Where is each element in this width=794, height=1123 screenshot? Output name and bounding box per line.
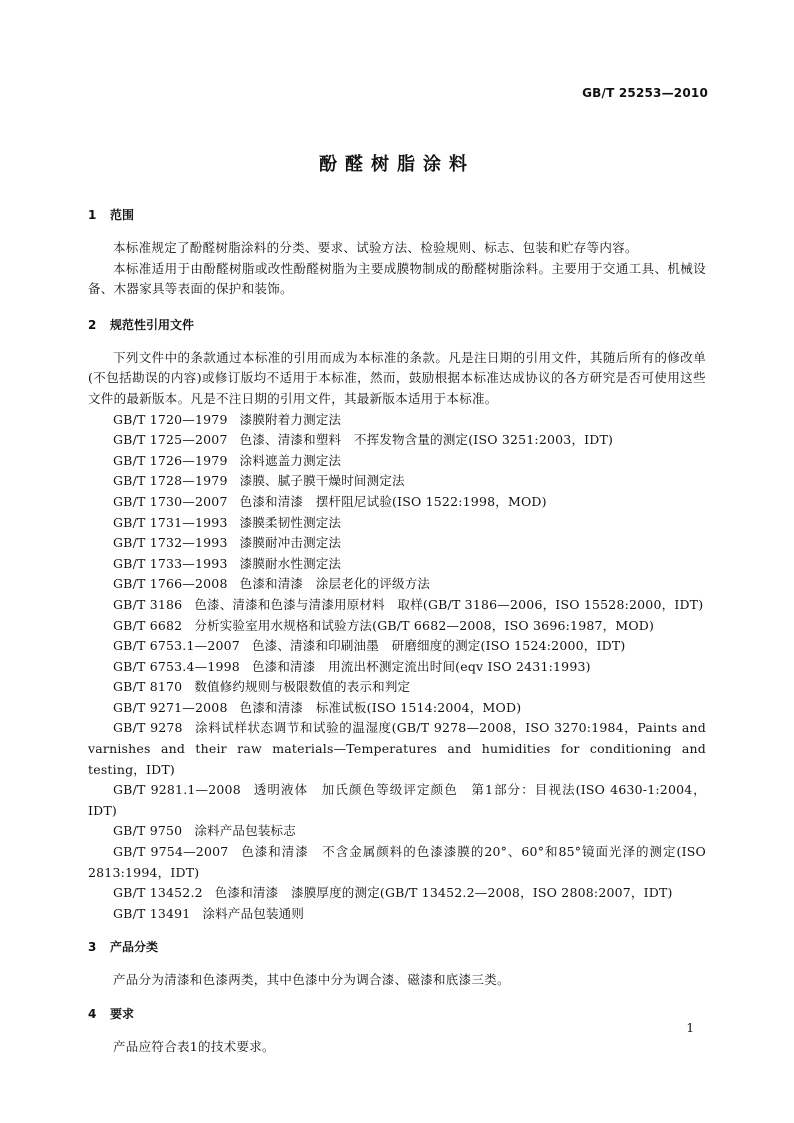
reference-item	[88, 471, 706, 492]
section-heading	[88, 938, 706, 956]
reference-item	[88, 718, 706, 780]
reference-code: GB/T 9271—2008	[113, 699, 228, 715]
document-title: 酚醛树脂涂料	[319, 154, 475, 175]
reference-item	[88, 595, 706, 616]
paragraph: 下列文件中的条款通过本标准的引用而成为本标准的条款。凡是注日期的引用文件，其随后所有的修改单(不包括勘误的内容)或修订版均不适用于本标准，然而，鼓励根据本标准达成协议的各方研究是否可使用这些文件的最新版本。凡是不注日期的引用文件，其最新版本适用于本标准。	[88, 349, 706, 406]
section-title: 范围	[110, 208, 135, 222]
reference-code: GB/T 1720—1979	[113, 411, 228, 427]
reference-title: 色漆和清漆 摆杆阻尼试验(ISO 1522:1998，MOD)	[239, 493, 547, 509]
reference-list	[88, 410, 706, 925]
reference-code: GB/T 1726—1979	[113, 452, 228, 468]
section-title: 产品分类	[110, 940, 159, 955]
reference-item	[88, 842, 706, 883]
reference-title: 漆膜、腻子膜干燥时间测定法	[239, 473, 405, 489]
reference-code: GB/T 9281.1—2008	[113, 782, 241, 798]
reference-title: 涂料产品包装通则	[202, 905, 305, 921]
reference-code: GB/T 6682	[113, 617, 183, 633]
reference-item	[88, 698, 706, 719]
reference-title: 漆膜柔韧性测定法	[239, 514, 342, 530]
reference-code: GB/T 6753.1—2007	[113, 638, 240, 654]
section-title: 规范性引用文件	[110, 317, 195, 332]
reference-item	[88, 616, 706, 637]
page-number: 1	[686, 1021, 694, 1035]
reference-item	[88, 904, 706, 925]
section-number: 2	[88, 317, 97, 332]
reference-title: 色漆和清漆 用流出杯测定流出时间(eqv ISO 2431:1993)	[251, 658, 591, 674]
reference-item	[88, 780, 706, 821]
paragraph: 本标准适用于由酚醛树脂或改性酚醛树脂为主要成膜物制成的酚醛树脂涂料。主要用于交通工具、机械设备、木器家具等表面的保护和装饰。	[88, 260, 706, 297]
section-normative-references	[88, 316, 706, 925]
reference-title: 透明液体 加氏颜色等级评定颜色 第1部分：目视法(ISO 4630-1:2004，IDT)	[88, 782, 707, 818]
reference-item	[88, 533, 706, 554]
reference-title: 色漆、清漆和印刷油墨 研磨细度的测定(ISO 1524:2000，IDT)	[251, 638, 626, 654]
reference-title: 数值修约规则与极限数值的表示和判定	[194, 679, 411, 695]
section-number: 1	[88, 208, 97, 222]
reference-item	[88, 451, 706, 472]
reference-code: GB/T 3186	[113, 596, 183, 612]
document-body	[88, 206, 706, 1068]
reference-item	[88, 492, 706, 513]
reference-title: 漆膜耐冲击测定法	[239, 535, 342, 551]
reference-title: 色漆和清漆 不含金属颜料的色漆漆膜的20°、60°和85°镜面光泽的测定(ISO 2813:1994，IDT)	[88, 844, 706, 880]
reference-title: 涂料产品包装标志	[194, 823, 296, 839]
reference-code: GB/T 1732—1993	[113, 535, 228, 551]
reference-title: 色漆、清漆和塑料 不挥发物含量的测定(ISO 3251:2003，IDT)	[239, 432, 614, 448]
reference-code: GB/T 8170	[113, 679, 183, 695]
reference-code: GB/T 1728—1979	[113, 473, 228, 489]
reference-item	[88, 883, 706, 904]
reference-code: GB/T 9278	[113, 720, 183, 736]
reference-title: 漆膜耐水性测定法	[239, 555, 342, 571]
reference-title: 色漆和清漆 涂层老化的评级方法	[239, 576, 431, 592]
reference-title: 涂料试样状态调节和试验的温湿度(GB/T 9278—2008，ISO 3270:1984，Paints and varnishes and their raw materials—Temperatures and humidities for conditioning and testing，IDT)	[88, 720, 706, 777]
reference-code: GB/T 1766—2008	[113, 576, 228, 592]
reference-title: 色漆、清漆和色漆与清漆用原材料 取样(GB/T 3186—2006，ISO 15528:2000，IDT)	[194, 596, 704, 612]
paragraph: 产品分为清漆和色漆两类，其中色漆中分为调合漆、磁漆和底漆三类。	[113, 972, 510, 988]
reference-item	[88, 554, 706, 575]
section-number: 4	[88, 1007, 97, 1021]
section-product-classification	[88, 938, 706, 991]
section-title: 要求	[110, 1007, 135, 1021]
paragraph: 本标准规定了酚醛树脂涂料的分类、要求、试验方法、检验规则、标志、包装和贮存等内容。	[113, 240, 638, 255]
reference-title: 色漆和清漆 漆膜厚度的测定(GB/T 13452.2—2008，ISO 2808:2007，IDT)	[214, 885, 673, 901]
reference-item	[88, 430, 706, 451]
reference-item	[88, 636, 706, 657]
reference-title: 漆膜附着力测定法	[239, 411, 342, 427]
section-scope	[88, 206, 706, 300]
reference-item	[88, 513, 706, 534]
reference-item	[88, 677, 706, 698]
reference-code: GB/T 1730—2007	[113, 493, 228, 509]
reference-code: GB/T 13491	[113, 905, 191, 921]
section-heading	[88, 316, 706, 334]
reference-code: GB/T 13452.2	[113, 885, 203, 901]
reference-code: GB/T 1731—1993	[113, 514, 228, 530]
reference-code: GB/T 9750	[113, 823, 183, 839]
reference-code: GB/T 6753.4—1998	[113, 658, 240, 674]
reference-item	[88, 410, 706, 431]
section-heading	[88, 1005, 706, 1023]
section-number: 3	[88, 940, 97, 955]
reference-title: 涂料遮盖力测定法	[239, 452, 342, 468]
section-heading	[88, 206, 706, 224]
reference-title: 分析实验室用水规格和试验方法(GB/T 6682—2008，ISO 3696:1987，MOD)	[194, 617, 655, 633]
section-requirements	[88, 1005, 706, 1058]
reference-code: GB/T 1725—2007	[113, 432, 228, 448]
reference-item	[88, 821, 706, 842]
reference-title: 色漆和清漆 标准试板(ISO 1514:2004，MOD)	[239, 699, 522, 715]
standard-code: GB/T 25253—2010	[582, 86, 708, 100]
paragraph: 产品应符合表1的技术要求。	[113, 1039, 275, 1054]
reference-code: GB/T 1733—1993	[113, 555, 228, 571]
reference-code: GB/T 9754—2007	[113, 844, 229, 860]
reference-item	[88, 657, 706, 678]
reference-item	[88, 574, 706, 595]
